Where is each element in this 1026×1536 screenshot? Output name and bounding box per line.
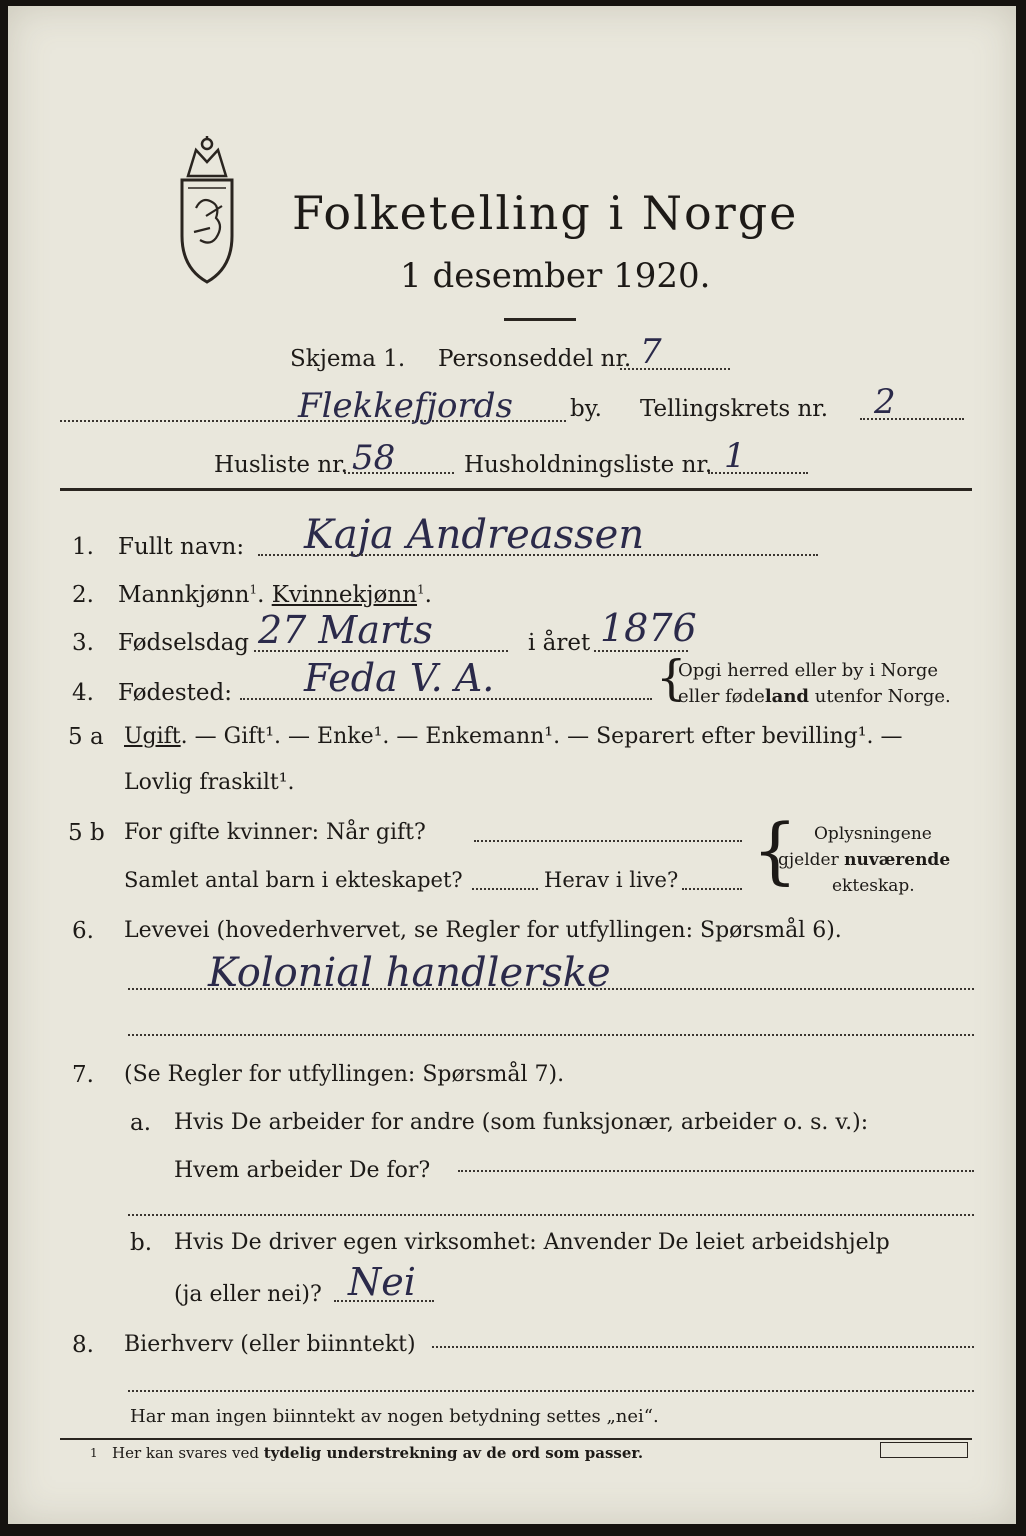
tellingskrets-value[interactable]: 2 — [874, 382, 896, 422]
footnote-text: Her kan svares ved tydelig understrekning av de ord som passer. — [112, 1444, 644, 1462]
printer-stamp-icon — [880, 1442, 968, 1458]
husliste-value[interactable]: 58 — [352, 438, 396, 478]
q7b-value[interactable]: Nei — [348, 1260, 416, 1304]
title-divider — [504, 318, 576, 321]
personseddel-value[interactable]: 7 — [640, 332, 662, 372]
footer-separator — [60, 1438, 972, 1440]
marital-ugift-option[interactable]: Ugift — [124, 724, 181, 749]
q4-birthplace-value[interactable]: Feda V. A. — [304, 656, 495, 700]
q3-label: Fødselsdag — [118, 630, 250, 656]
form-title: Folketelling i Norge — [292, 186, 799, 240]
header-separator — [60, 488, 972, 491]
q2-number: 2. — [72, 582, 94, 608]
q7a-label2: Hvem arbeider De for? — [174, 1158, 431, 1183]
husliste-label: Husliste nr. — [214, 452, 348, 478]
q2-gender: Mannkjønn$^1$. Kvinnekjønn$^1$. — [118, 582, 432, 608]
skjema-label: Skjema 1. — [290, 346, 406, 372]
q5b-note-1: Oplysningene — [814, 824, 932, 844]
q5b-note-3: ekteskap. — [832, 876, 915, 896]
city-value[interactable]: Flekkefjords — [298, 386, 513, 426]
husholdning-label: Husholdningsliste nr. — [464, 452, 713, 478]
census-form — [8, 6, 1016, 1524]
q5a-line2[interactable]: Lovlig fraskilt¹. — [124, 770, 295, 795]
by-label: by. — [570, 396, 602, 422]
footer-note: Har man ingen biinntekt av nogen betydning settes „nei“. — [130, 1406, 659, 1427]
q6-occupation-value[interactable]: Kolonial handlerske — [208, 950, 611, 996]
q5b-number: 5 b — [68, 820, 105, 846]
q3-year-value[interactable]: 1876 — [600, 606, 697, 650]
personseddel-label: Personseddel nr. — [438, 346, 632, 372]
q5b-note-2: gjelder nuværende — [778, 850, 951, 870]
tellingskrets-label: Tellingskrets nr. — [640, 396, 829, 422]
q4-label: Fødested: — [118, 680, 233, 706]
q3-number: 3. — [72, 630, 94, 656]
q7b-number: b. — [130, 1230, 153, 1256]
q7a-label: Hvis De arbeider for andre (som funksjonær, arbeider o. s. v.): — [174, 1110, 869, 1135]
q6-number: 6. — [72, 918, 94, 944]
coat-of-arms-icon — [166, 136, 248, 286]
q7a-number: a. — [130, 1110, 152, 1136]
q1-number: 1. — [72, 534, 94, 560]
q3-birthday-value[interactable]: 27 Marts — [258, 608, 433, 652]
q6-label: Levevei (hovederhvervet, se Regler for utfyllingen: Spørsmål 6). — [124, 918, 842, 943]
q5a-options: Ugift. — Gift¹. — Enke¹. — Enkemann¹. — Separert efter bevilling¹. — — [124, 724, 903, 749]
q5b-brace: { — [752, 808, 798, 892]
q5a-number: 5 a — [68, 724, 104, 750]
q7b-label2: (ja eller nei)? — [174, 1282, 322, 1307]
q3-year-label: i året — [528, 630, 591, 656]
q7-number: 7. — [72, 1062, 94, 1088]
q5b-alive-label: Herav i live? — [544, 868, 679, 892]
q7-label: (Se Regler for utfyllingen: Spørsmål 7). — [124, 1062, 565, 1087]
q5b-married-label: For gifte kvinner: Når gift? — [124, 820, 426, 845]
footnote-number: 1 — [90, 1446, 98, 1460]
q4-brace: { — [656, 650, 687, 706]
gender-female-option[interactable]: Kvinnekjønn — [271, 582, 418, 608]
q8-number: 8. — [72, 1332, 94, 1358]
q4-note-1: Opgi herred eller by i Norge — [678, 660, 939, 681]
q1-name-value[interactable]: Kaja Andreassen — [304, 512, 645, 558]
q4-number: 4. — [72, 680, 94, 706]
q7b-label: Hvis De driver egen virksomhet: Anvender De leiet arbeidshjelp — [174, 1230, 890, 1255]
form-date: 1 desember 1920. — [400, 256, 711, 296]
q4-note-2: eller fødeland utenfor Norge. — [678, 686, 951, 707]
gender-male-option[interactable]: Mannkjønn — [118, 582, 250, 608]
q1-label: Fullt navn: — [118, 534, 245, 560]
q5b-children-label: Samlet antal barn i ekteskapet? — [124, 868, 463, 892]
q8-label: Bierhverv (eller biinntekt) — [124, 1332, 416, 1357]
husholdning-value[interactable]: 1 — [724, 436, 746, 476]
